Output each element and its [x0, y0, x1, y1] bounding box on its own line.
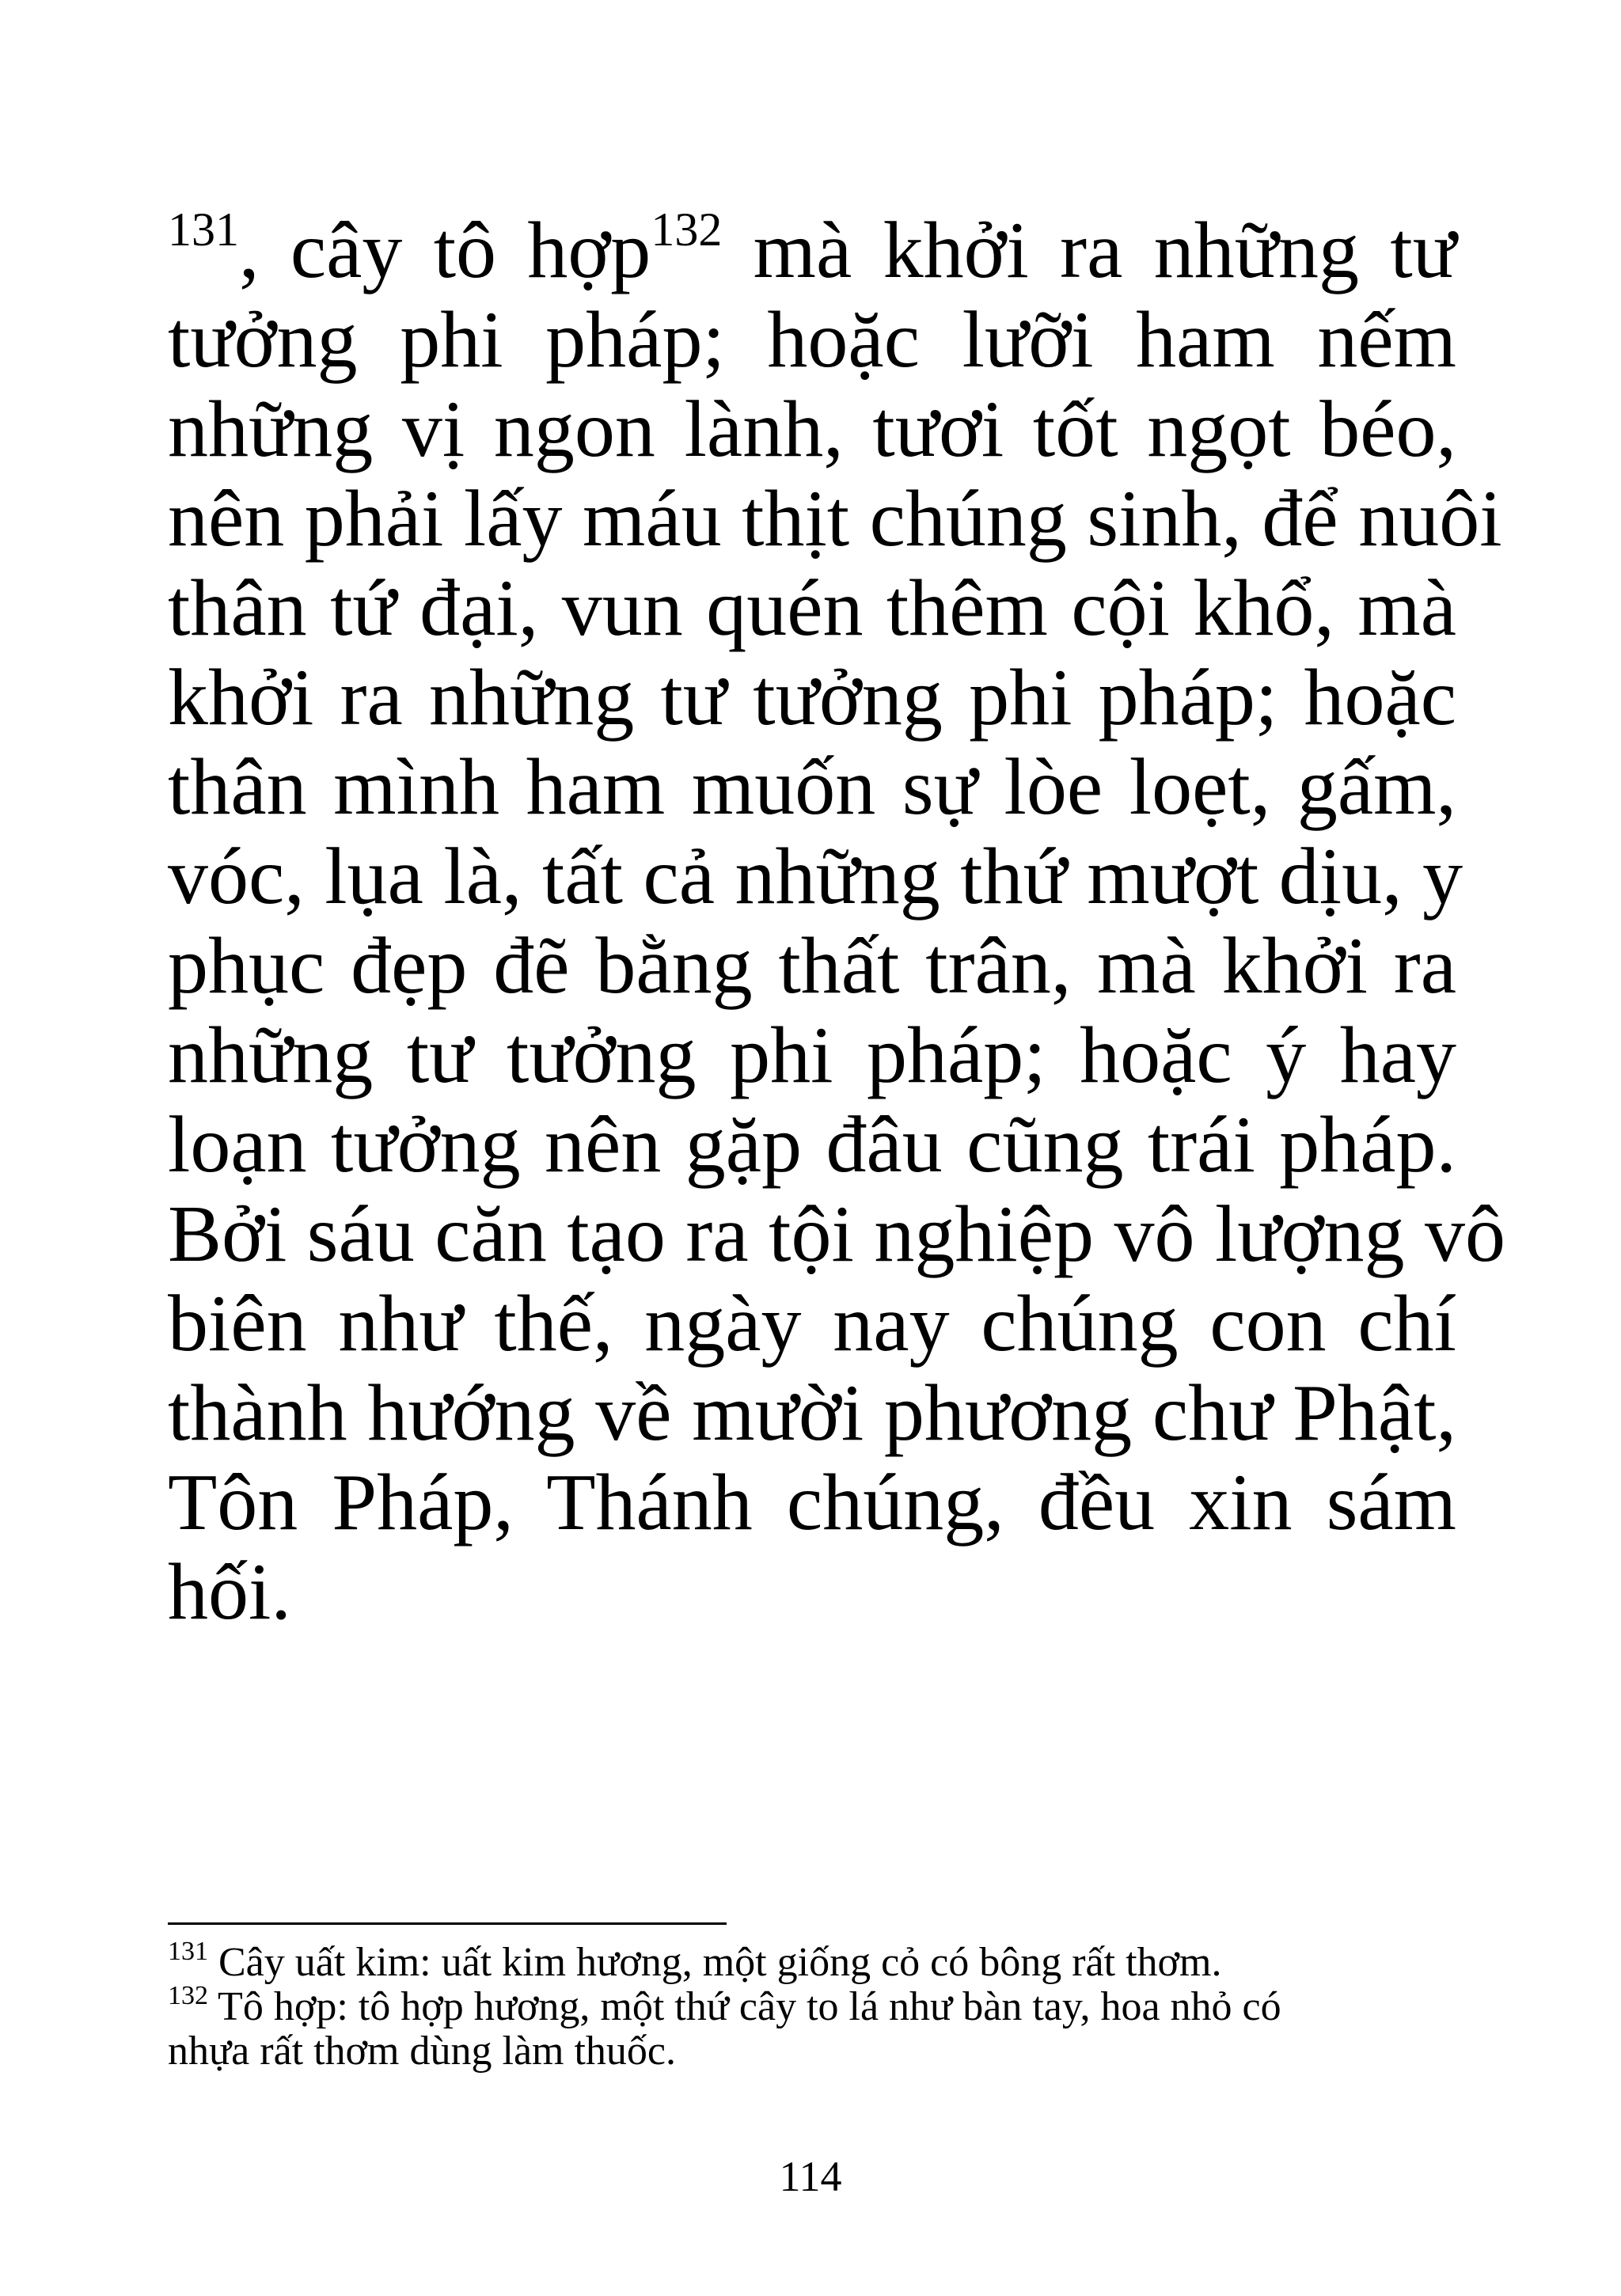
body-line: thân tứ đại, vun quén thêm cội khổ, mà: [168, 564, 1456, 653]
body-line-fragment: , cây tô hợp: [239, 206, 651, 295]
body-line: loạn tưởng nên gặp đâu cũng trái pháp.: [168, 1100, 1456, 1190]
body-line: vóc, lụa là, tất cả những thứ mượt dịu, y: [168, 832, 1463, 921]
body-line: những vị ngon lành, tươi tốt ngọt béo,: [168, 385, 1456, 474]
footnote-text: Cây uất kim: uất kim hương, một giống cỏ có bông rất thơm.: [208, 1940, 1222, 1985]
body-line: [168, 203, 1456, 295]
body-line: biên như thế, ngày nay chúng con chí: [168, 1279, 1456, 1368]
body-line: Tôn Pháp, Thánh chúng, đều xin sám: [168, 1458, 1456, 1547]
body-line: tưởng phi pháp; hoặc lưỡi ham nếm: [168, 295, 1456, 385]
footnote-ref-132[interactable]: 132: [651, 203, 723, 256]
footnote-ref-131[interactable]: 131: [168, 203, 239, 256]
body-line: phục đẹp đẽ bằng thất trân, mà khởi ra: [168, 921, 1456, 1011]
body-line: nên phải lấy máu thịt chúng sinh, để nuôi: [168, 474, 1502, 564]
body-line: thành hướng về mười phương chư Phật,: [168, 1368, 1456, 1458]
body-line-fragment: mà khởi ra những tư: [722, 206, 1456, 295]
body-line: khởi ra những tư tưởng phi pháp; hoặc: [168, 653, 1456, 742]
body-line: thân mình ham muốn sự lòe loẹt, gấm,: [168, 742, 1456, 832]
body-line: hối.: [168, 1547, 291, 1637]
footnote-number: 132: [168, 1981, 208, 2010]
footnote-131: [168, 1937, 1456, 1985]
footnote-separator: [168, 1922, 727, 1925]
footnote-text: Tô hợp: tô hợp hương, một thứ cây to lá như bàn tay, hoa nhỏ có: [208, 1984, 1281, 2029]
footnote-132-continuation: nhựa rất thơm dùng làm thuốc.: [168, 2028, 677, 2074]
footnote-132: [168, 1981, 1456, 2029]
footnotes: [168, 1937, 1456, 2074]
footnote-number: 131: [168, 1937, 208, 1966]
page-number: 114: [779, 2153, 842, 2200]
body-line: Bởi sáu căn tạo ra tội nghiệp vô lượng vô: [168, 1190, 1506, 1279]
body-text: [168, 203, 1506, 1637]
body-line: những tư tưởng phi pháp; hoặc ý hay: [168, 1011, 1456, 1100]
